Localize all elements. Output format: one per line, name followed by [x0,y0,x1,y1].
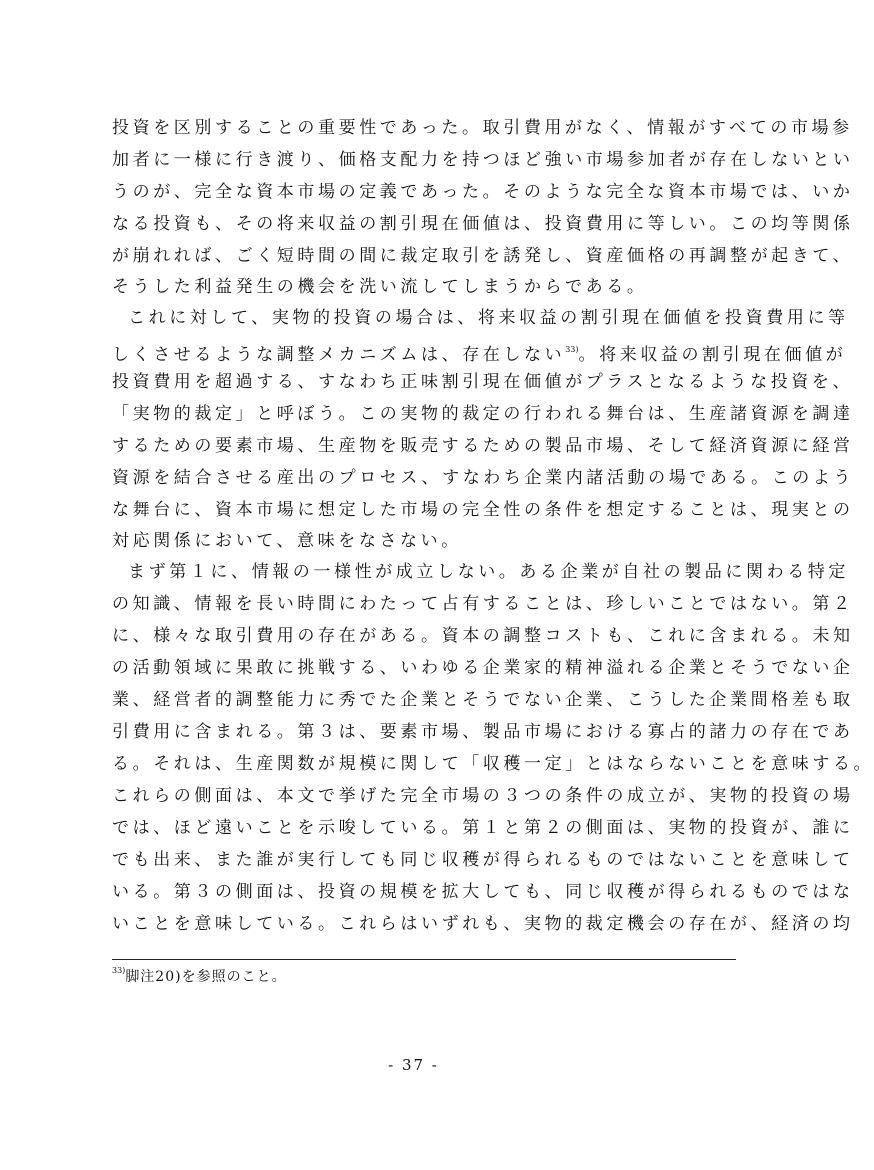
page-number: - 37 - [388,1056,439,1074]
body-line: では、ほど遠いことを示唆している。第１と第２の側面は、実物的投資が、誰に [112,818,854,838]
body-line: 資源を結合させる産出のプロセス、すなわち企業内諸活動の場である。このよう [112,468,855,488]
body-line: いる。第３の側面は、投資の規模を拡大しても、同じ収穫が得られるものではな [112,882,854,902]
body-line: る。それは、生産関数が規模に関して「収穫一定」とはならないことを意味する。 [112,754,874,774]
body-line: これに対して、実物的投資の場合は、将来収益の割引現在価値を投資費用に等 [128,308,849,328]
footnote [112,962,287,986]
body-line [112,340,847,365]
body-line: いことを意味している。これらはいずれも、実物的裁定機会の存在が、経済の均 [112,914,854,934]
footnote-text: 脚注20)を参照のこと。 [125,969,287,985]
body-line: うのが、完全な資本市場の定義であった。そのような完全な資本市場では、いか [112,182,854,202]
body-line: 引費用に含まれる。第３は、要素市場、製品市場における寡占的諸力の存在であ [112,722,854,742]
body-line: の知識、情報を長い時間にわたって占有することは、珍しいことではない。第２ [112,594,854,614]
body-line: なる投資も、その将来収益の割引現在価値は、投資費用に等しい。この均等関係 [112,214,854,234]
body-line: 「実物的裁定」と呼ぼう。この実物的裁定の行われる舞台は、生産諸資源を調達 [112,404,854,424]
footnote-divider [112,959,736,960]
body-line: に、様々な取引費用の存在がある。資本の調整コストも、これに含まれる。未知 [112,626,854,646]
body-line-text: しくさせるような調整メカニズムは、存在しない [112,345,566,365]
body-line: まず第１に、情報の一様性が成立しない。ある企業が自社の製品に関わる特定 [128,562,849,582]
body-line: 投資を区別することの重要性であった。取引費用がなく、情報がすべての市場参 [112,118,853,138]
body-line: な舞台に、資本市場に想定した市場の完全性の条件を想定することは、現実との [112,500,854,520]
body-line: でも出来、また誰が実行しても同じ収穫が得られるものではないことを意味して [112,850,854,870]
body-line: 加者に一様に行き渡り、価格支配力を持つほど強い市場参加者が存在しないとい [112,150,854,170]
body-line: これらの側面は、本文で挙げた完全市場の３つの条件の成立が、実物的投資の場 [112,786,854,806]
body-line: 対応関係において、意味をなさない。 [112,531,462,551]
body-line-text: 。将来収益の割引現在価値が [578,345,847,365]
body-line: の活動領域に果敢に挑戦する、いわゆる企業家的精神溢れる企業とそうでない企 [112,658,854,678]
body-line: そうした利益発生の機会を洗い流してしまうからである。 [112,277,648,297]
body-line: するための要素市場、生産物を販売するための製品市場、そして経済資源に経営 [112,436,854,456]
body-line: が崩れれば、ごく短時間の間に裁定取引を誘発し、資産価格の再調整が起きて、 [112,246,854,266]
footnote-marker: 33) [112,966,126,975]
body-line: 業、経営者的調整能力に秀でた企業とそうでない企業、こうした企業間格差も取 [112,690,854,710]
footnote-reference: 33) [565,345,579,354]
body-line: 投資費用を超過する、すなわち正味割引現在価値がプラスとなるような投資を、 [112,372,854,392]
